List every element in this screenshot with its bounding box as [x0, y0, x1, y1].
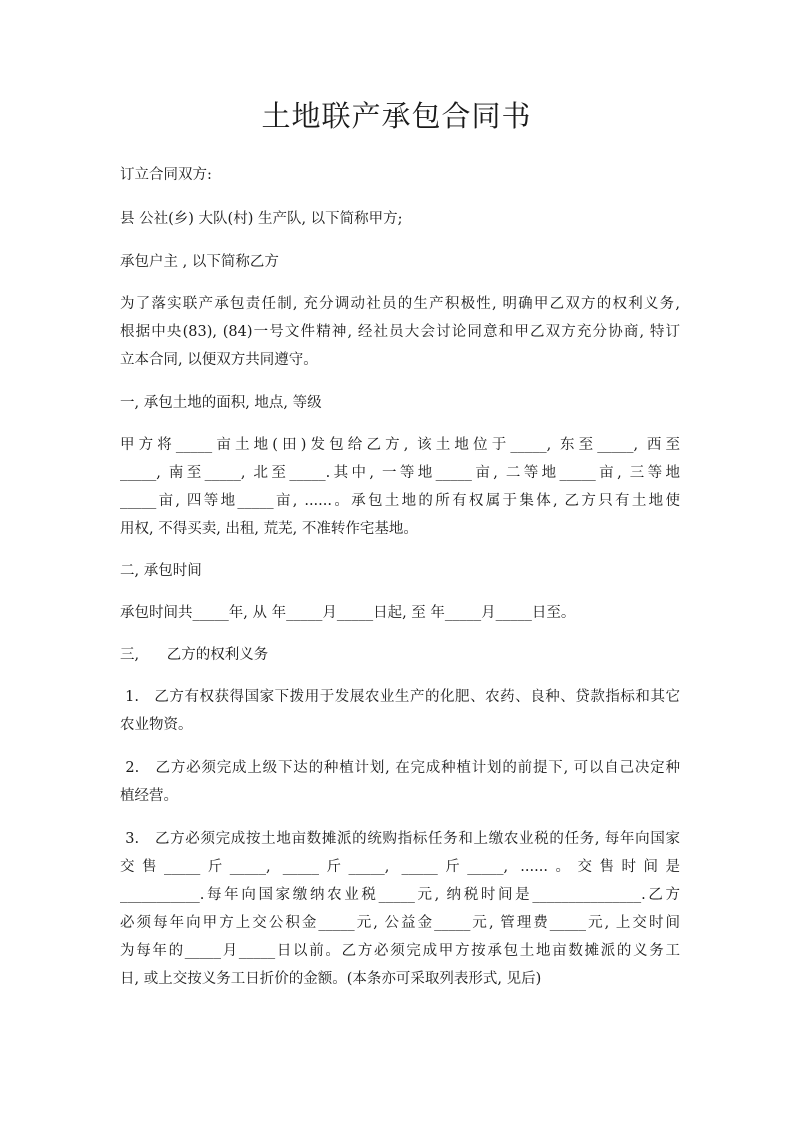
section-1-line-1: 甲方将_____亩土地(田)发包给乙方, 该土地位于_____, 东至_____, 西至 [120, 437, 680, 453]
section-1-heading: 一, 承包土地的面积, 地点, 等级 [120, 395, 322, 411]
preamble-line-1: 为了落实联产承包责任制, 充分调动社员的生产积极性, 明确甲乙双方的权利义务, [120, 296, 680, 312]
party-b-line: 承包户主 , 以下简称乙方 [120, 254, 279, 270]
section-3-heading: 三, 乙方的权利义务 [120, 647, 269, 663]
preamble-line-3: 立本合同, 以便双方共同遵守。 [120, 352, 318, 368]
section-2-heading: 二, 承包时间 [120, 563, 202, 579]
item-3-line-1: 3. 乙方必须完成按土地亩数摊派的统购指标任务和上缴农业税的任务, 每年向国家 [120, 831, 680, 847]
item-2-line-1: 2. 乙方必须完成上级下达的种植计划, 在完成种植计划的前提下, 可以自己决定种 [120, 760, 680, 776]
item-3-line-6: 日, 或上交按义务工日折价的金额。(本条亦可采取列表形式, 见后) [120, 971, 542, 987]
item-3-line-4: 必须每年向甲方上交公积金_____元, 公益金_____元, 管理费_____元, 上交时间 [120, 915, 680, 931]
document-title: 土地联产承包合同书 [261, 99, 532, 133]
item-3-line-5: 为每年的_____月_____日以前。乙方必须完成甲方按承包土地亩数摊派的义务工 [120, 943, 680, 959]
item-3-line-2: 交售_____斤_____, _____斤_____, _____斤_____, ......。交售时间是 [120, 859, 680, 875]
item-1-line-1: 1. 乙方有权获得国家下拨用于发展农业生产的化肥、农药、良种、贷款指标和其它 [120, 689, 680, 705]
preamble-line-2: 根据中央(83), (84)一号文件精神, 经社员大会讨论同意和甲乙双方充分协商, 特订 [120, 324, 680, 340]
section-1-line-2: _____, 南至_____, 北至_____.其中, 一等地_____亩, 二等地_____亩, 三等地 [120, 465, 680, 481]
party-a-line: 县 公社(乡) 大队(村) 生产队, 以下简称甲方; [120, 211, 403, 227]
item-3-line-3: ___________.每年向国家缴纳农业税_____元, 纳税时间是_______________.乙方 [120, 887, 680, 903]
item-2-line-2: 植经营。 [120, 788, 178, 804]
section-1-line-3: _____亩, 四等地_____亩, ......。承包土地的所有权属于集体, 乙方只有土地使 [120, 493, 680, 509]
section-2-line-1: 承包时间共_____年, 从 年_____月_____日起, 至 年_____月_____日至。 [120, 605, 576, 621]
item-1-line-2: 农业物资。 [120, 717, 193, 733]
section-1-line-4: 用权, 不得买卖, 出租, 荒芜, 不准转作宅基地。 [120, 521, 418, 537]
parties-heading: 订立合同双方: [120, 167, 212, 183]
